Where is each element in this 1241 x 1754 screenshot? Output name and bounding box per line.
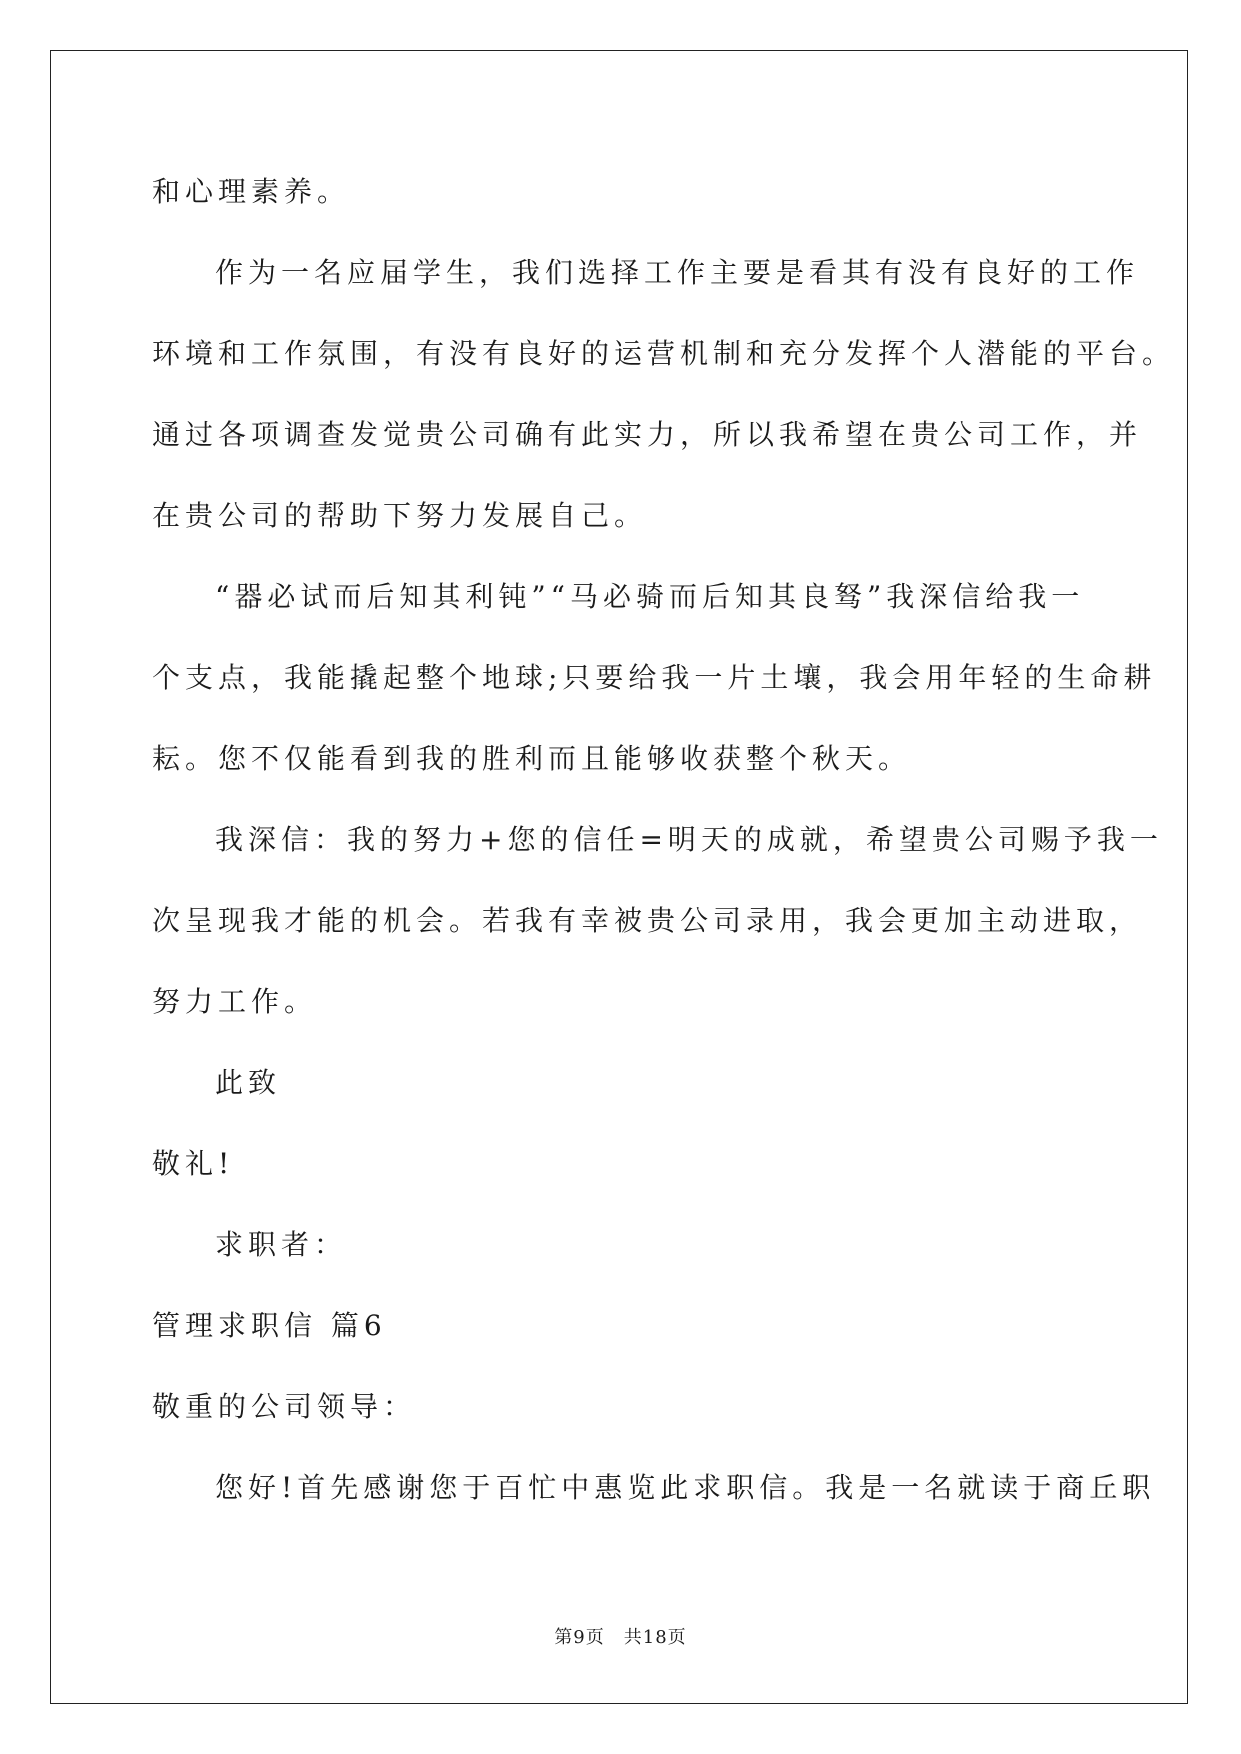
page-border [50,50,1188,1704]
text-line: 敬礼! [152,1147,235,1180]
text-line: 努力工作。 [152,985,318,1018]
text-line: 求职者： [215,1228,348,1261]
text-line: 作为一名应届学生，我们选择工作主要是看其有没有良好的工作 [215,256,1140,289]
text-line: 我深信：我的努力+您的信任=明天的成就，希望贵公司赐予我一 [215,823,1163,856]
text-line: 您好!首先感谢您于百忙中惠览此求职信。我是一名就读于商丘职 [215,1471,1156,1504]
text-line: “器必试而后知其利钝”“马必骑而后知其良驽”我深信给我一 [215,580,1085,613]
text-line: 耘。您不仅能看到我的胜利而且能够收获整个秋天。 [152,742,912,775]
page-number-footer: 第9页 共18页 [554,1627,687,1648]
text-line: 在贵公司的帮助下努力发展自己。 [152,499,648,532]
section-heading: 管理求职信 篇6 [152,1309,387,1342]
text-line: 通过各项调查发觉贵公司确有此实力，所以我希望在贵公司工作，并 [152,418,1143,451]
text-line: 环境和工作氛围，有没有良好的运营机制和充分发挥个人潜能的平台。 [152,337,1176,370]
text-line: 此致 [215,1066,282,1099]
text-line: 次呈现我才能的机会。若我有幸被贵公司录用，我会更加主动进取， [152,904,1143,937]
text-line: 和心理素养。 [152,175,351,208]
text-line: 个支点，我能撬起整个地球;只要给我一片土壤，我会用年轻的生命耕 [152,661,1157,694]
text-line: 敬重的公司领导： [152,1390,417,1423]
